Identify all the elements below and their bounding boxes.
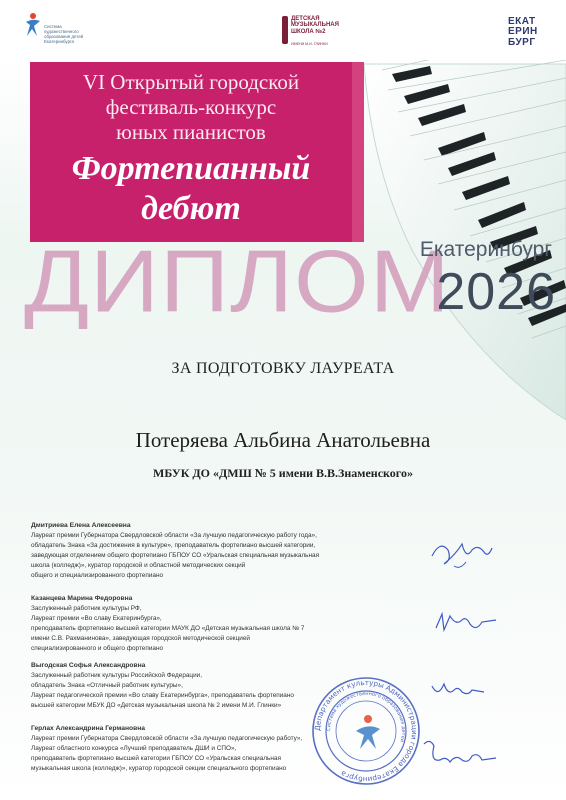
jury-member-name: Казанцева Марина Федоровна	[31, 595, 133, 602]
jury-member-name: Герлах Александрина Германовна	[31, 725, 145, 732]
jury-member-name: Выгодская Софья Александровна	[31, 662, 146, 669]
jury-member-detail: заведующая отделением общего фортепиано ГБПОУ СО «Уральская специальная музыкальная	[31, 552, 320, 559]
signature-dmitrieva	[426, 526, 496, 576]
jury-member-detail: высшей категории МБУК ДО «Детская музыкальная школа № 2 имени М.И. Глинки»	[31, 702, 282, 709]
festival-name-line: дебют	[141, 190, 241, 227]
ekaterinburg-logo-line: ЕКАТ	[508, 16, 536, 27]
festival-title-block	[30, 62, 352, 242]
jury-member-detail: школа (колледж)», куратор городской и областной методических секций	[31, 562, 246, 569]
jury-member-detail: преподаватель фортепиано высшей категории МАУК ДО «Детская музыкальная школа № 7	[31, 625, 305, 632]
jury-member-detail: Лауреат премии Губернатора Свердловской области «За лучшую педагогическую работу года»,	[31, 532, 317, 539]
jury-member-detail: специализированного и общего фортепиано	[31, 645, 164, 652]
jury-member	[31, 594, 361, 654]
jury-member-detail: имени С.В. Рахманинова», заведующая городской методической секцией	[31, 635, 250, 642]
city-label: Екатеринбург	[419, 238, 552, 261]
jury-member-detail: Заслуженный работник культуры РФ,	[31, 605, 142, 612]
festival-title-line: юных пианистов	[116, 120, 266, 144]
jury-member-detail: обладатель Знака «За достижения в культуре», преподаватель фортепиано высшей категории,	[31, 542, 316, 549]
jury-member-detail: Заслуженный работник культуры Российской Федерации,	[31, 672, 203, 679]
festival-name-line: Фортепианный	[71, 150, 311, 187]
education-system-logo-text: Система художественного образования детей Екатеринбурга	[44, 24, 84, 44]
music-school-logo-subtitle: ИМЕНИ М.И. ГЛИНКИ	[291, 42, 328, 46]
jury-member-name: Дмитриева Елена Алексеевна	[31, 522, 131, 529]
jury-member-detail: преподаватель фортепиано высшей категории ГБПОУ СО «Уральская специальная	[31, 755, 281, 762]
ekaterinburg-logo	[508, 17, 556, 48]
ekaterinburg-logo-line: ЕРИН	[508, 26, 538, 38]
jury-member-detail: Лауреат премии «Во славу Екатеринбурга»,	[31, 615, 162, 622]
education-system-logo	[14, 12, 94, 50]
festival-title-line: фестиваль-конкурс	[105, 95, 277, 119]
recipient-name: Потеряева Альбина Анатольевна	[135, 428, 431, 452]
award-subtitle: ЗА ПОДГОТОВКУ ЛАУРЕАТА	[171, 360, 395, 377]
jury-member	[31, 521, 361, 581]
stamp-outer-text: Департамент культуры Администрации города Екатеринбурга	[312, 677, 420, 785]
jury-member-detail: Лауреат областного конкурса «Лучший преподаватель ДШИ и СПО»,	[31, 745, 237, 752]
diploma-heading: ДИПЛОМ	[24, 232, 451, 331]
stamp-inner-text: Система художественного образования детей	[325, 690, 407, 743]
jury-member-detail: общего и специализированного фортепиано	[31, 572, 164, 579]
music-school-logo	[282, 16, 352, 50]
signature-gerlakh	[420, 734, 500, 774]
jury-member-detail: обладатель Знака «Отличный работник культуры»,	[31, 682, 183, 689]
recipient-school: МБУК ДО «ДМШ № 5 имени В.В.Знаменского»	[153, 466, 413, 480]
figure-icon	[22, 12, 42, 38]
music-school-logo-title: ДЕТСКАЯ МУЗЫКАЛЬНАЯ ШКОЛА №2	[291, 16, 339, 35]
jury-member-detail: Лауреат премии Губернатора Свердловской области «За лучшую педагогическую работу»,	[31, 735, 303, 742]
official-stamp	[310, 675, 422, 787]
jury-member-detail: Лауреат педагогической премии «Во славу Екатеринбурга», преподаватель фортепиано	[31, 692, 294, 699]
signature-vygodskaya	[428, 676, 488, 706]
ekaterinburg-logo-line: БУРГ	[508, 36, 536, 48]
signature-kazantseva	[432, 604, 502, 644]
pink-accent-strip	[352, 62, 364, 242]
stamp-emblem-icon	[356, 715, 380, 749]
jury-member-detail: музыкальная школа (колледж)», куратор городской секции специального фортепиано	[31, 765, 287, 772]
year-label: 2026	[436, 263, 556, 321]
music-school-logo-mark	[282, 16, 288, 44]
festival-title-line: VI Открытый городской	[82, 70, 300, 94]
